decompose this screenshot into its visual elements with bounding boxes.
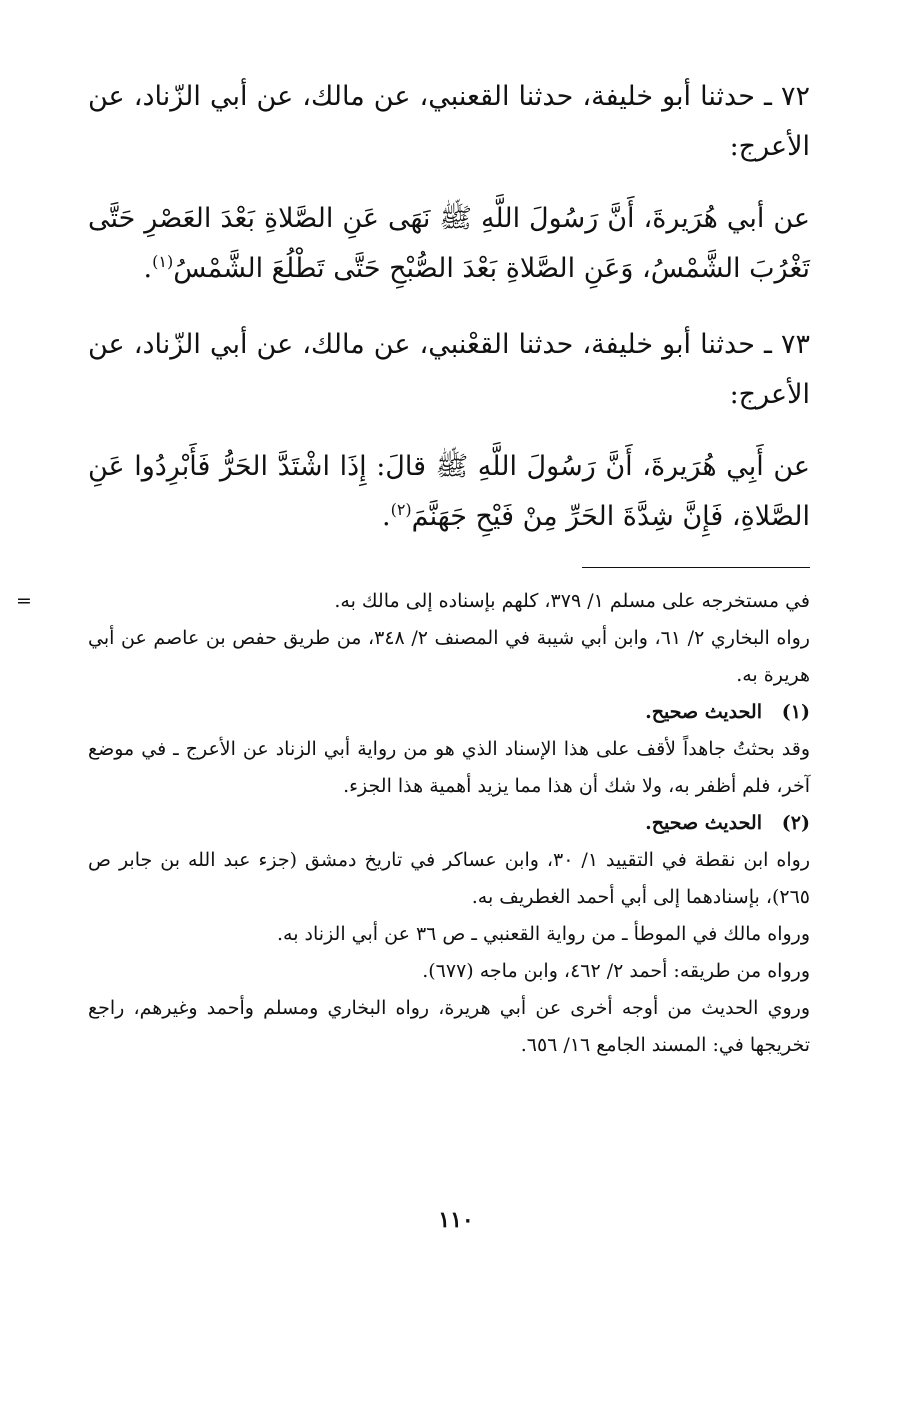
footnote-1-text: وقد بحثتُ جاهداً لأقف على هذا الإسناد الذي هو من رواية أبي الزناد عن الأعرج ـ في موضع آخر، فلم أظفر به، ولا شك أن هذا مما يزيد أهمية هذا الجزء. bbox=[88, 738, 810, 797]
footnote-divider bbox=[582, 567, 810, 568]
footnotes bbox=[16, 583, 810, 1064]
footnote-1-title: الحديث صحيح. bbox=[645, 701, 762, 723]
footnote-2-heading bbox=[88, 805, 810, 842]
continuation-mark: = bbox=[16, 590, 32, 612]
hadith-72-text bbox=[88, 194, 810, 294]
footnote-2-line-4: وروي الحديث من أوجه أخرى عن أبي هريرة، رواه البخاري ومسلم وأحمد وغيرهم، راجع تخريجها في: المسند الجامع ١٦/ ٦٥٦. bbox=[88, 997, 810, 1056]
footnote-2-line-1: رواه ابن نقطة في التقييد ١/ ٣٠، وابن عساكر في تاريخ دمشق (جزء عبد الله بن جابر ص ٢٦٥)، بإسنادهما إلى أبي أحمد الغطريف به. bbox=[88, 849, 810, 908]
main-text bbox=[88, 72, 810, 542]
hadith-73-isnad: ٧٣ ـ حدثنا أبو خليفة، حدثنا القعْنبي، عن مالك، عن أبي الزّناد، عن الأعرج: bbox=[88, 329, 810, 410]
hadith-73-text bbox=[88, 442, 810, 542]
footnote-continuation-line-1: في مستخرجه على مسلم ١/ ٣٧٩، كلهم بإسناده إلى مالك به. bbox=[334, 590, 810, 612]
footnote-2-title: الحديث صحيح. bbox=[645, 812, 762, 834]
hadith-72-end: . bbox=[143, 253, 153, 284]
footnote-2-line-3: ورواه من طريقه: أحمد ٢/ ٤٦٢، وابن ماجه (٦٧٧). bbox=[422, 960, 810, 982]
hadith-73-end: . bbox=[381, 501, 391, 532]
footnote-ref-1[interactable]: (١) bbox=[152, 252, 174, 271]
footnote-1-heading bbox=[88, 694, 810, 731]
footnote-2-number: (٢) bbox=[781, 812, 810, 834]
footnote-ref-2[interactable]: (٢) bbox=[390, 500, 412, 519]
footnote-1-number: (١) bbox=[781, 701, 810, 723]
footnote-continuation bbox=[16, 583, 810, 620]
hadith-72-body: عن أبي هُرَيرةَ، أَنَّ رَسُولَ اللَّهِ ﷺ نَهَى عَنِ الصَّلاةِ بَعْدَ العَصْرِ حَتَّى تَغْرُبَ الشَّمْسُ، وَعَنِ الصَّلاةِ بَعْدَ الصُّبْحِ حَتَّى تَطْلُعَ الشَّمْسُ bbox=[88, 203, 810, 284]
hadith-72-isnad: ٧٢ ـ حدثنا أبو خليفة، حدثنا القعنبي، عن مالك، عن أبي الزّناد، عن الأعرج: bbox=[88, 81, 810, 162]
hadith-73-body: عن أَبِي هُرَيرةَ، أَنَّ رَسُولَ اللَّهِ ﷺ قالَ: إِذَا اشْتَدَّ الحَرُّ فَأَبْرِدُوا عَنِ الصَّلاةِ، فَإِنَّ شِدَّةَ الحَرِّ مِنْ فَيْحِ جَهَنَّمَ bbox=[88, 451, 810, 532]
page-number: ١١٠ bbox=[438, 1207, 474, 1233]
footnote-continuation-line-2: رواه البخاري ٢/ ٦١، وابن أبي شيبة في المصنف ٢/ ٣٤٨، من طريق حفص بن عاصم عن أبي هريرة به. bbox=[88, 627, 810, 686]
footnote-2-line-2: ورواه مالك في الموطأ ـ من رواية القعنبي ـ ص ٣٦ عن أبي الزناد به. bbox=[276, 923, 810, 945]
